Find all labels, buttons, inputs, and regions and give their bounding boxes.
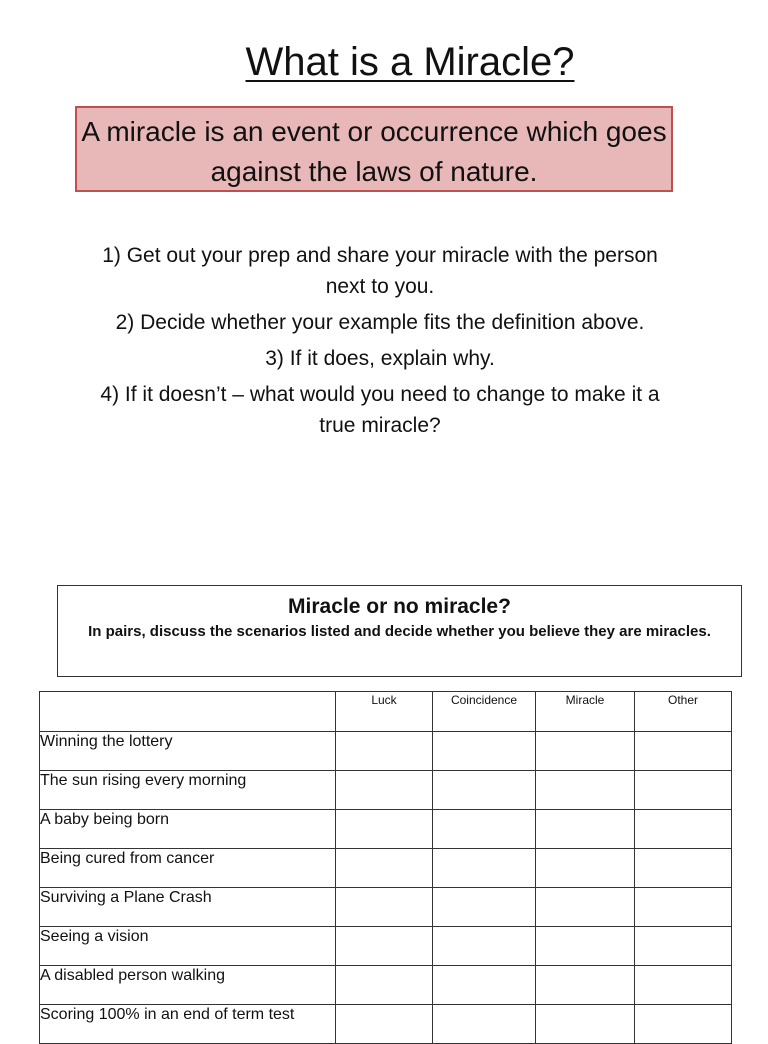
luck-cell[interactable] (336, 1005, 433, 1044)
luck-cell[interactable] (336, 966, 433, 1005)
coincidence-cell[interactable] (433, 966, 536, 1005)
scenario-table (39, 691, 732, 1044)
column-header-other: Other (635, 692, 732, 732)
table-row (40, 888, 732, 927)
task-instruction: In pairs, discuss the scenarios listed and decide whether you believe they are miracles. (88, 623, 711, 640)
luck-cell[interactable] (336, 927, 433, 966)
miracle-cell[interactable] (536, 966, 635, 1005)
miracle-cell[interactable] (536, 1005, 635, 1044)
column-header-coincidence: Coincidence (433, 692, 536, 732)
luck-cell[interactable] (336, 771, 433, 810)
table-row (40, 927, 732, 966)
other-cell[interactable] (635, 888, 732, 927)
miracle-cell[interactable] (536, 849, 635, 888)
luck-cell[interactable] (336, 849, 433, 888)
task-box (57, 585, 742, 677)
table-row (40, 966, 732, 1005)
table-row (40, 810, 732, 849)
column-header-luck: Luck (336, 692, 433, 732)
other-cell[interactable] (635, 849, 732, 888)
table-row (40, 1005, 732, 1044)
scenario-cell: A disabled person walking (40, 966, 336, 1005)
other-cell[interactable] (635, 810, 732, 849)
task-heading: Miracle or no miracle? (288, 595, 511, 618)
table-header-row (40, 692, 732, 732)
coincidence-cell[interactable] (433, 771, 536, 810)
other-cell[interactable] (635, 771, 732, 810)
column-header-scenario (40, 692, 336, 732)
table-row (40, 732, 732, 771)
scenario-cell: Scoring 100% in an end of term test (40, 1005, 336, 1044)
definition-box: A miracle is an event or occurrence which goes against the laws of nature. (75, 106, 673, 192)
table-row (40, 849, 732, 888)
scenario-cell: Seeing a vision (40, 927, 336, 966)
luck-cell[interactable] (336, 732, 433, 771)
coincidence-cell[interactable] (433, 810, 536, 849)
scenario-cell: A baby being born (40, 810, 336, 849)
coincidence-cell[interactable] (433, 849, 536, 888)
step-3: 3) If it does, explain why. (265, 347, 495, 370)
coincidence-cell[interactable] (433, 1005, 536, 1044)
scenario-cell: Surviving a Plane Crash (40, 888, 336, 927)
scenario-cell: The sun rising every morning (40, 771, 336, 810)
scenario-cell: Being cured from cancer (40, 849, 336, 888)
instruction-steps (80, 240, 680, 446)
coincidence-cell[interactable] (433, 888, 536, 927)
luck-cell[interactable] (336, 888, 433, 927)
other-cell[interactable] (635, 966, 732, 1005)
other-cell[interactable] (635, 927, 732, 966)
other-cell[interactable] (635, 732, 732, 771)
step-2: 2) Decide whether your example fits the definition above. (115, 311, 645, 334)
luck-cell[interactable] (336, 810, 433, 849)
coincidence-cell[interactable] (433, 732, 536, 771)
scenario-cell: Winning the lottery (40, 732, 336, 771)
step-1: 1) Get out your prep and share your miracle with the person next to you. (102, 244, 658, 298)
miracle-cell[interactable] (536, 888, 635, 927)
miracle-cell[interactable] (536, 732, 635, 771)
other-cell[interactable] (635, 1005, 732, 1044)
column-header-miracle: Miracle (536, 692, 635, 732)
step-4: 4) If it doesn’t – what would you need to change to make it a true miracle? (100, 383, 660, 437)
page-title: What is a Miracle? (245, 40, 575, 84)
coincidence-cell[interactable] (433, 927, 536, 966)
miracle-cell[interactable] (536, 771, 635, 810)
miracle-cell[interactable] (536, 927, 635, 966)
table-row (40, 771, 732, 810)
miracle-cell[interactable] (536, 810, 635, 849)
